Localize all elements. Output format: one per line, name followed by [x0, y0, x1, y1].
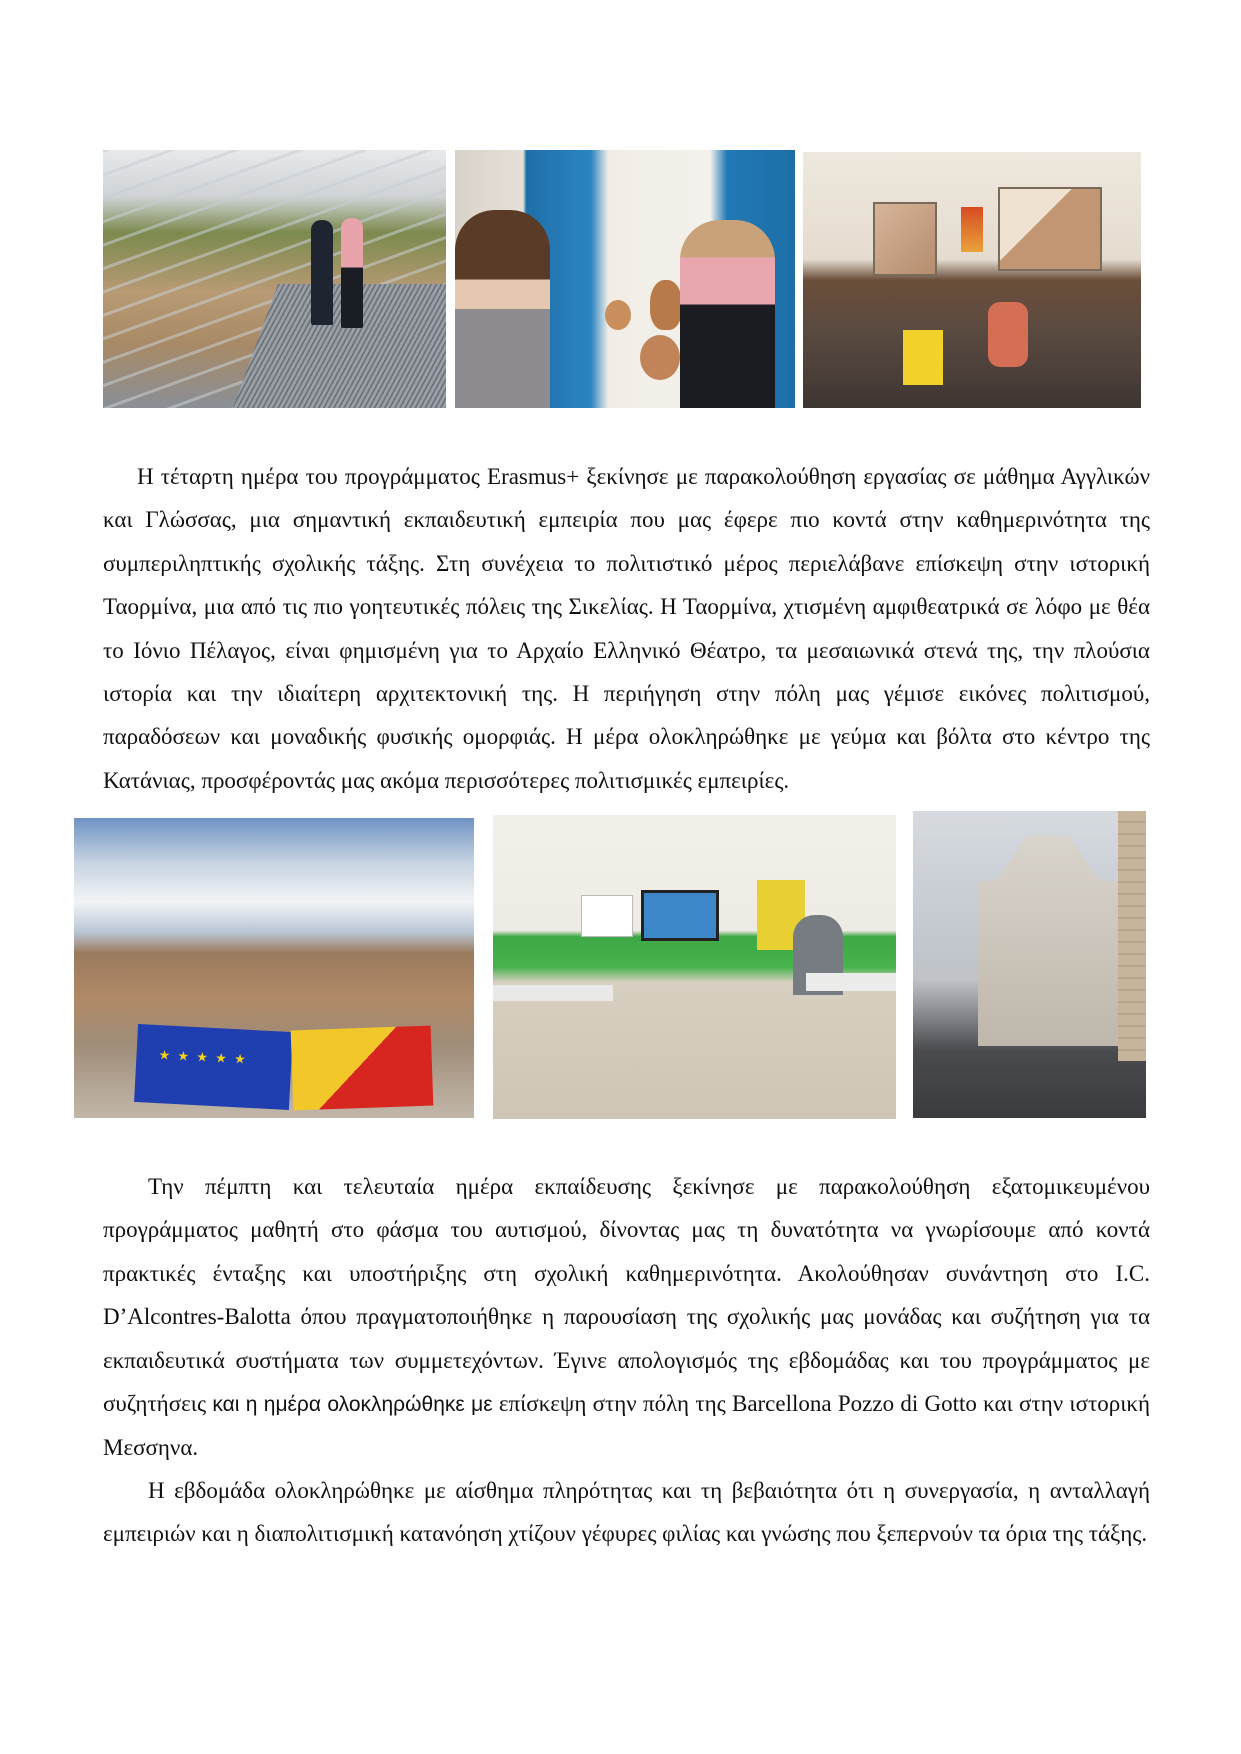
- photo-catania-cathedral: [913, 811, 1146, 1118]
- photo-archaeological-walkway: [103, 150, 446, 408]
- cathedral-facade: [978, 836, 1118, 1046]
- paragraph-day-four: [103, 455, 1150, 802]
- person-figure: [455, 210, 550, 408]
- paragraph-text: [103, 1165, 1150, 1470]
- pottery-vase: [640, 335, 680, 380]
- paragraph-run-sans: και η ημέρα ολοκληρώθηκε με: [212, 1393, 493, 1417]
- wall-artwork: [961, 207, 983, 252]
- pottery-vase: [650, 280, 682, 330]
- whiteboard: [581, 895, 633, 937]
- photo-classroom-presentation: [493, 815, 896, 1119]
- desk: [493, 985, 613, 1001]
- stone-wall: [1118, 811, 1146, 1061]
- interactive-screen: [641, 890, 719, 941]
- paragraph-day-five: [103, 1165, 1150, 1470]
- person-figure: [341, 218, 363, 328]
- photo-museum-pottery: [455, 150, 795, 408]
- eu-flag: [134, 1024, 293, 1110]
- metal-walkway: [233, 284, 446, 408]
- photo-taormina-theatre-flags: [74, 818, 474, 1118]
- person-figure: [311, 220, 333, 325]
- paragraph-text: Η εβδομάδα ολοκληρώθηκε με αίσθημα πληρότητας και τη βεβαιότητα ότι η συνεργασία, η ανταλλαγή εμπειριών και η διαπολιτισμική κατανόηση χτίζουν γέφυρες φιλίας και γνώσης που ξεπερνούν τα όρια της τάξης.: [103, 1478, 1150, 1547]
- paragraph-conclusion: [103, 1469, 1150, 1556]
- wall-artwork: [998, 187, 1102, 271]
- person-figure: [988, 302, 1028, 367]
- sicilian-flag: [291, 1026, 434, 1111]
- paragraph-run: επίσκεψη στην πόλη της Barcellona Pozzo di Gotto και στην ιστορική Μεσσηνα.: [103, 1391, 1151, 1461]
- wall-artwork: [873, 202, 937, 276]
- paragraph-text: Η τέταρτη ημέρα του προγράμματος Erasmus+ ξεκίνησε με παρακολούθηση εργασίας σε μάθημα Αγγλικών και Γλώσσας, μια σημαντική εκπαιδευτική εμπειρία που μας έφερε πιο κοντά στην καθημερινότητα της συμπεριληπτικής σχολικής τάξης. Στη συνέχεια το πολιτιστικό μέρος περιελάβανε επίσκεψη στην ιστορική Ταορμίνα, μια από τις πιο γοητευτικές πόλεις της Σικελίας. Η Ταορμίνα, χτισμένη αμφιθεατρικά σε λόφο με θέα το Ιόνιο Πέλαγος, είναι φημισμένη για το Αρχαίο Ελληνικό Θέατρο, τα μεσαιωνικά στενά της, την πλούσια ιστορία και την ιδιαίτερη αρχιτεκτονική της. Η περιήγηση στην πόλη μας γέμισε εικόνες πολιτισμού, παραδόσεων και μοναδικής φυσικής ομορφιάς. Η μέρα ολοκληρώθηκε με γεύμα και βόλτα στο κέντρο της Κατάνιας, προσφέροντάς μας ακόμα περισσότερες πολιτισμικές εμπειρίες.: [103, 464, 1150, 793]
- person-figure: [680, 220, 775, 408]
- paragraph-run: Την πέμπτη και τελευταία ημέρα εκπαίδευσης ξεκίνησε με παρακολούθηση εξατομικευμένου προγράμματος μαθητή στο φάσμα του αυτισμού, δίνοντας μας τη δυνατότητα να γνωρίσουμε από κοντά πρακτικές ένταξης και υποστήριξης στη σχολική καθημερινότητα. Ακολούθησαν συνάντηση στο I.C. D’Alcontres-Balotta όπου πραγματοποιήθηκε η παρουσίαση της σχολικής μας μονάδας και συζήτηση για τα εκπαιδευτικά συστήματα των συμμετεχόντων. Έγινε απολογισμός της εβδομάδας και του προγράμματος με συζητήσεις: [103, 1174, 1150, 1417]
- pottery-vase: [605, 300, 631, 330]
- desk: [806, 973, 896, 991]
- photo-group-dinner: [803, 152, 1141, 408]
- person-figure: [1031, 287, 1121, 408]
- yellow-bag: [903, 330, 943, 385]
